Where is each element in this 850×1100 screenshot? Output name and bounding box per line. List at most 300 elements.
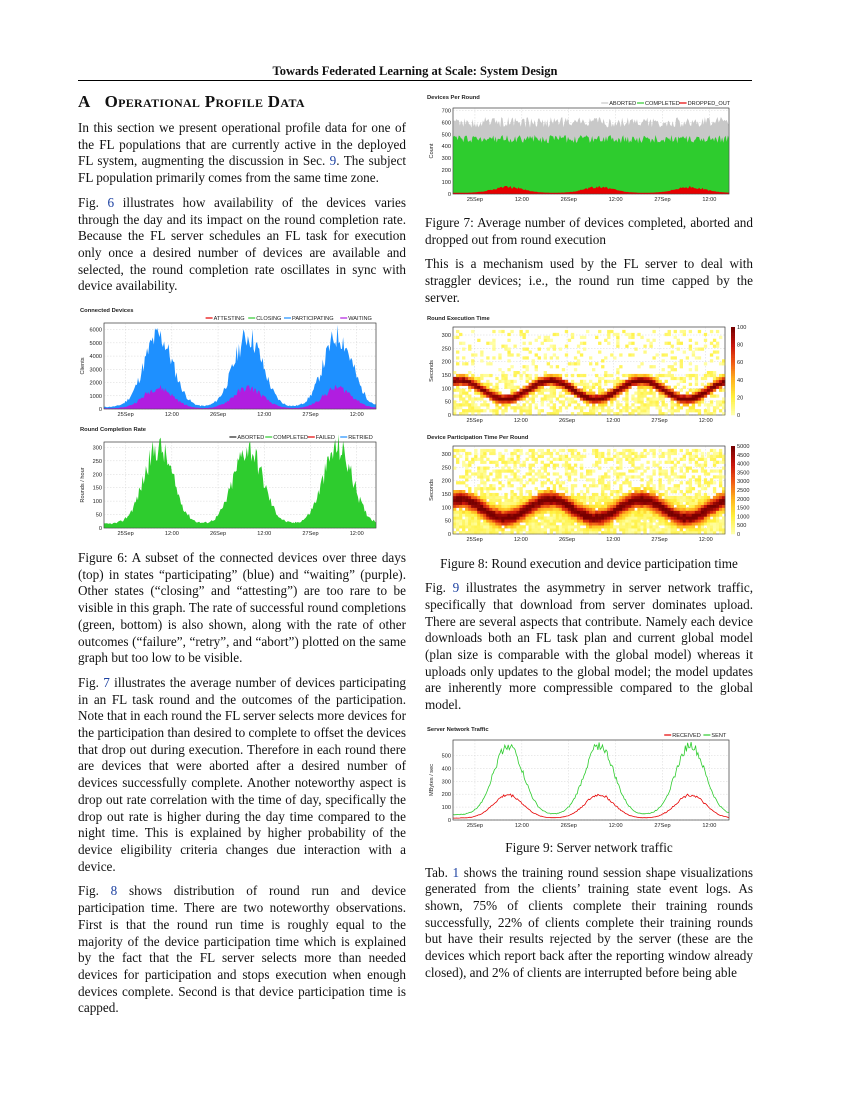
y-tick-label: 50 [444, 399, 451, 406]
heatmap-cell [459, 397, 462, 400]
heatmap-cell [526, 388, 529, 391]
heatmap-cell [680, 519, 683, 522]
y-tick-label: 5000 [89, 340, 102, 347]
heatmap-cell [695, 376, 698, 379]
heatmap-cell [719, 382, 722, 385]
heatmap-cell [507, 379, 510, 382]
heatmap-cell [486, 487, 489, 490]
heatmap-cell [501, 501, 504, 504]
heatmap-cell [637, 495, 640, 498]
heatmap-cell [577, 359, 580, 362]
heatmap-cell [619, 525, 622, 528]
heatmap-cell [568, 475, 571, 478]
heatmap-cell [577, 388, 580, 391]
heatmap-cell [668, 448, 671, 451]
heatmap-cell [677, 475, 680, 478]
heatmap-cell [634, 409, 637, 412]
heatmap-cell [622, 379, 625, 382]
heatmap-cell [453, 448, 456, 451]
heatmap-cell [598, 394, 601, 397]
heatmap-cell [483, 498, 486, 501]
heatmap-cell [523, 525, 526, 528]
heatmap-cell [498, 469, 501, 472]
colorbar-segment [731, 404, 735, 407]
colorbar-segment [731, 377, 735, 380]
chart-title: Round Completion Rate [80, 427, 147, 434]
heatmap-cell [513, 373, 516, 376]
heatmap-cell [707, 507, 710, 510]
heatmap-cell [489, 409, 492, 412]
heatmap-cell [701, 400, 704, 403]
heatmap-cell [680, 397, 683, 400]
heatmap-cell [659, 478, 662, 481]
heatmap-cell [456, 495, 459, 498]
heatmap-cell [607, 519, 610, 522]
heatmap-cell [462, 475, 465, 478]
heatmap-cell [516, 528, 519, 531]
link-sec-9[interactable]: 9 [329, 153, 337, 169]
heatmap-cell [668, 504, 671, 507]
heatmap-cell [480, 492, 483, 495]
heatmap-cell [710, 525, 713, 528]
colorbar-segment [731, 360, 735, 363]
colorbar-segment [731, 382, 735, 385]
heatmap-cell [598, 388, 601, 391]
heatmap-cell [637, 406, 640, 409]
link-fig-7[interactable]: 7 [103, 674, 110, 690]
heatmap-cell [613, 507, 616, 510]
heatmap-cell [631, 457, 634, 460]
heatmap-cell [474, 409, 477, 412]
heatmap-cell [649, 490, 652, 493]
heatmap-cell [637, 516, 640, 519]
heatmap-cell [577, 501, 580, 504]
heatmap-cell [710, 403, 713, 406]
heatmap-cell [683, 472, 686, 475]
heatmap-cell [671, 344, 674, 347]
heatmap-cell [616, 507, 619, 510]
heatmap-cell [595, 397, 598, 400]
heatmap-cell [613, 469, 616, 472]
heatmap-cell [601, 409, 604, 412]
heatmap-cell [480, 454, 483, 457]
heatmap-cell [710, 373, 713, 376]
link-fig-9[interactable]: 9 [452, 580, 460, 596]
heatmap-cell [501, 457, 504, 460]
heatmap-cell [622, 382, 625, 385]
heatmap-cell [604, 484, 607, 487]
heatmap-cell [550, 451, 553, 454]
heatmap-cell [523, 507, 526, 510]
heatmap-cell [580, 528, 583, 531]
heatmap-cell [516, 353, 519, 356]
heatmap-cell [523, 388, 526, 391]
heatmap-cell [571, 451, 574, 454]
heatmap-cell [501, 400, 504, 403]
heatmap-cell [631, 353, 634, 356]
heatmap-cell [595, 448, 598, 451]
heatmap-cell [553, 504, 556, 507]
heatmap-cell [529, 403, 532, 406]
heatmap-cell [677, 513, 680, 516]
heatmap-cell [713, 371, 716, 374]
heatmap-cell [547, 376, 550, 379]
heatmap-cell [489, 382, 492, 385]
heatmap-cell [538, 454, 541, 457]
heatmap-cell [698, 329, 701, 332]
paragraph-tab1: Tab. 1 shows the training round session shape visualizations generated from the clients’ training state event logs. As shown, 75% of clients complete their training rounds successfully, 22% of clients complete their training rounds but have their results rejected by the server (these are the devices which report back after the reporting window already closed), and 2% of clients are interrupted before being able [425, 864, 753, 980]
heatmap-cell [598, 510, 601, 513]
colorbar-segment [731, 470, 735, 473]
heatmap-cell [634, 492, 637, 495]
heatmap-cell [649, 525, 652, 528]
heatmap-cell [646, 400, 649, 403]
heatmap-cell [456, 329, 459, 332]
heatmap-cell [719, 454, 722, 457]
colorbar-segment [731, 476, 735, 479]
heatmap-cell [516, 498, 519, 501]
heatmap-cell [704, 409, 707, 412]
colorbar-tick-label: 1000 [737, 513, 750, 520]
heatmap-cell [719, 528, 722, 531]
heatmap-cell [583, 397, 586, 400]
heatmap-cell [471, 409, 474, 412]
heatmap-cell [649, 379, 652, 382]
heatmap-cell [510, 513, 513, 516]
heatmap-cell [655, 388, 658, 391]
heatmap-cell [580, 490, 583, 493]
heatmap-cell [704, 516, 707, 519]
heatmap-cell [592, 522, 595, 525]
heatmap-cell [659, 454, 662, 457]
heatmap-cell [507, 350, 510, 353]
heatmap-cell [538, 475, 541, 478]
heatmap-cell [577, 394, 580, 397]
heatmap-cell [686, 394, 689, 397]
colorbar-segment [731, 355, 735, 358]
heatmap-cell [553, 528, 556, 531]
heatmap-cell [453, 495, 456, 498]
heatmap-cell [619, 484, 622, 487]
heatmap-cell [547, 492, 550, 495]
heatmap-cell [671, 356, 674, 359]
heatmap-cell [601, 376, 604, 379]
heatmap-cell [456, 490, 459, 493]
heatmap-cell [698, 510, 701, 513]
heatmap-cell [622, 373, 625, 376]
colorbar-tick-label: 40 [737, 377, 744, 384]
heatmap-cell [538, 498, 541, 501]
heatmap-cell [489, 516, 492, 519]
heatmap-cell [489, 487, 492, 490]
heatmap-cell [559, 495, 562, 498]
heatmap-cell [625, 478, 628, 481]
heatmap-cell [607, 504, 610, 507]
heatmap-cell [541, 498, 544, 501]
heatmap-cell [462, 373, 465, 376]
heatmap-cell [649, 522, 652, 525]
heatmap-cell [471, 504, 474, 507]
heatmap-cell [580, 457, 583, 460]
heatmap-cell [571, 525, 574, 528]
heatmap-cell [686, 466, 689, 469]
heatmap-cell [637, 376, 640, 379]
heatmap-cell [719, 498, 722, 501]
paragraph-straggler: This is a mechanism used by the FL server to deal with straggler devices; i.e., the round run time capped by the server. [425, 256, 753, 305]
colorbar-segment [731, 505, 735, 508]
heatmap-cell [637, 507, 640, 510]
heatmap-cell [556, 492, 559, 495]
heatmap-cell [477, 397, 480, 400]
heatmap-cell [513, 460, 516, 463]
heatmap-cell [716, 528, 719, 531]
heatmap-cell [501, 522, 504, 525]
heatmap-cell [643, 522, 646, 525]
heatmap-cell [538, 504, 541, 507]
heatmap-cell [598, 379, 601, 382]
heatmap-cell [462, 388, 465, 391]
heatmap-cell [646, 522, 649, 525]
colorbar-segment [731, 344, 735, 347]
heatmap-cell [695, 460, 698, 463]
heatmap-cell [535, 365, 538, 368]
heatmap-cell [707, 403, 710, 406]
heatmap-cell [495, 472, 498, 475]
heatmap-cell [692, 394, 695, 397]
heatmap-cell [523, 391, 526, 394]
heatmap-cell [595, 394, 598, 397]
heatmap-cell [601, 475, 604, 478]
heatmap-cell [456, 528, 459, 531]
heatmap-cell [683, 525, 686, 528]
heatmap-cell [704, 528, 707, 531]
colorbar-segment [731, 454, 735, 457]
heatmap-cell [510, 460, 513, 463]
heatmap-cell [698, 492, 701, 495]
y-tick-label: 0 [98, 526, 102, 533]
heatmap-cell [465, 498, 468, 501]
heatmap-cell [649, 391, 652, 394]
heatmap-cell [583, 347, 586, 350]
chart-title: Connected Devices [80, 308, 134, 315]
heatmap-cell [643, 490, 646, 493]
heatmap-cell [532, 525, 535, 528]
heatmap-cell [716, 475, 719, 478]
heatmap-cell [607, 513, 610, 516]
heatmap-cell [556, 397, 559, 400]
link-fig-6[interactable]: 6 [107, 194, 115, 210]
y-tick-label: 0 [98, 407, 102, 414]
heatmap-cell [510, 457, 513, 460]
heatmap-cell [501, 376, 504, 379]
heatmap-cell [477, 516, 480, 519]
heatmap-cell [495, 510, 498, 513]
heatmap-cell [550, 460, 553, 463]
heatmap-cell [628, 510, 631, 513]
heatmap-cell [507, 353, 510, 356]
heatmap-cell [550, 528, 553, 531]
heatmap-cell [662, 504, 665, 507]
heatmap-cell [707, 525, 710, 528]
heatmap-cell [574, 507, 577, 510]
heatmap-cell [574, 510, 577, 513]
heatmap-cell [510, 454, 513, 457]
heatmap-cell [610, 516, 613, 519]
heatmap-cell [649, 495, 652, 498]
heatmap-cell [471, 359, 474, 362]
heatmap-cell [535, 504, 538, 507]
heatmap-cell [541, 522, 544, 525]
heatmap-cell [652, 525, 655, 528]
heatmap-cell [628, 332, 631, 335]
heatmap-cell [568, 397, 571, 400]
heatmap-cell [468, 397, 471, 400]
heatmap-cell [574, 504, 577, 507]
heatmap-cell [513, 519, 516, 522]
heatmap-cell [556, 451, 559, 454]
heatmap-cell [695, 522, 698, 525]
heatmap-cell [625, 379, 628, 382]
colorbar-segment [731, 371, 735, 374]
heatmap-cell [592, 469, 595, 472]
heatmap-cell [689, 329, 692, 332]
heatmap-cell [671, 403, 674, 406]
heatmap-cell [526, 451, 529, 454]
heatmap-cell [541, 475, 544, 478]
heatmap-cell [622, 504, 625, 507]
heatmap-cell [468, 475, 471, 478]
y-axis-label: Seconds [429, 359, 435, 382]
heatmap-cell [622, 498, 625, 501]
heatmap-cell [571, 391, 574, 394]
heatmap-cell [698, 516, 701, 519]
heatmap-cell [586, 400, 589, 403]
heatmap-cell [468, 519, 471, 522]
heatmap-cell [507, 338, 510, 341]
heatmap-cell [701, 504, 704, 507]
heatmap-cell [535, 498, 538, 501]
heatmap-cell [689, 478, 692, 481]
heatmap-cell [465, 403, 468, 406]
heatmap-cell [471, 492, 474, 495]
heatmap-cell [716, 516, 719, 519]
paragraph-fig6: Fig. 6 illustrates how availability of the devices varies through the day and its impact on the round completion rate. Because the FL server schedules an FL task for execution only once a desired number of devices are available and selected, the round completion rate oscillates in sync with device availability. [78, 194, 406, 294]
heatmap-cell [559, 501, 562, 504]
heatmap-cell [483, 510, 486, 513]
heatmap-cell [637, 391, 640, 394]
heatmap-cell [689, 487, 692, 490]
link-tab-1[interactable]: 1 [452, 864, 460, 880]
heatmap-cell [680, 501, 683, 504]
heatmap-cell [649, 507, 652, 510]
heatmap-cell [483, 484, 486, 487]
heatmap-cell [583, 498, 586, 501]
heatmap-cell [665, 469, 668, 472]
heatmap-cell [495, 394, 498, 397]
heatmap-cell [592, 403, 595, 406]
heatmap-cell [465, 492, 468, 495]
x-tick-label: 12:00 [608, 822, 623, 829]
heatmap-cell [598, 406, 601, 409]
heatmap-cell [453, 406, 456, 409]
heatmap-cell [655, 397, 658, 400]
heatmap-cell [689, 525, 692, 528]
heatmap-cell [459, 332, 462, 335]
heatmap-cell [655, 376, 658, 379]
heatmap-cell [686, 528, 689, 531]
heatmap-cell [695, 365, 698, 368]
colorbar-tick-label: 0 [737, 531, 741, 538]
heatmap-cell [541, 451, 544, 454]
heatmap-cell [622, 388, 625, 391]
heatmap-cell [480, 385, 483, 388]
heatmap-cell [668, 498, 671, 501]
heatmap-cell [631, 525, 634, 528]
heatmap-cell [544, 371, 547, 374]
heatmap-cell [516, 385, 519, 388]
heatmap-cell [483, 487, 486, 490]
colorbar-tick-label: 4000 [737, 461, 750, 468]
heatmap-cell [713, 460, 716, 463]
heatmap-cell [544, 382, 547, 385]
heatmap-cell [559, 516, 562, 519]
heatmap-cell [553, 382, 556, 385]
heatmap-cell [586, 469, 589, 472]
heatmap-cell [471, 460, 474, 463]
heatmap-cell [674, 528, 677, 531]
heatmap-cell [486, 490, 489, 493]
y-tick-label: 6000 [89, 327, 102, 334]
heatmap-cell [513, 478, 516, 481]
heatmap-cell [453, 519, 456, 522]
heatmap-cell [713, 490, 716, 493]
heatmap-cell [692, 504, 695, 507]
heatmap-cell [480, 504, 483, 507]
heatmap-cell [483, 481, 486, 484]
heatmap-cell [577, 525, 580, 528]
heatmap-cell [713, 522, 716, 525]
heatmap-cell [586, 394, 589, 397]
figure-8-caption: Figure 8: Round execution and device participation time [440, 555, 738, 571]
heatmap-cell [677, 525, 680, 528]
heatmap-cell [637, 409, 640, 412]
heatmap-cell [619, 382, 622, 385]
heatmap-cell [504, 344, 507, 347]
heatmap-cell [692, 448, 695, 451]
heatmap-cell [704, 376, 707, 379]
heatmap-cell [692, 528, 695, 531]
heatmap-cell [535, 510, 538, 513]
heatmap-cell [565, 472, 568, 475]
heatmap-cell [604, 397, 607, 400]
heatmap-cell [556, 385, 559, 388]
heatmap-cell [625, 448, 628, 451]
heatmap-cell [492, 338, 495, 341]
heatmap-cell [483, 495, 486, 498]
heatmap-cell [683, 376, 686, 379]
heatmap-cell [665, 472, 668, 475]
heatmap-cell [704, 362, 707, 365]
heatmap-cell [538, 356, 541, 359]
heatmap-cell [640, 382, 643, 385]
heatmap-cell [659, 373, 662, 376]
heatmap-cell [634, 519, 637, 522]
heatmap-cell [707, 451, 710, 454]
heatmap-cell [601, 451, 604, 454]
link-fig-8[interactable]: 8 [110, 883, 118, 899]
heatmap-cell [686, 451, 689, 454]
heatmap-cell [513, 394, 516, 397]
